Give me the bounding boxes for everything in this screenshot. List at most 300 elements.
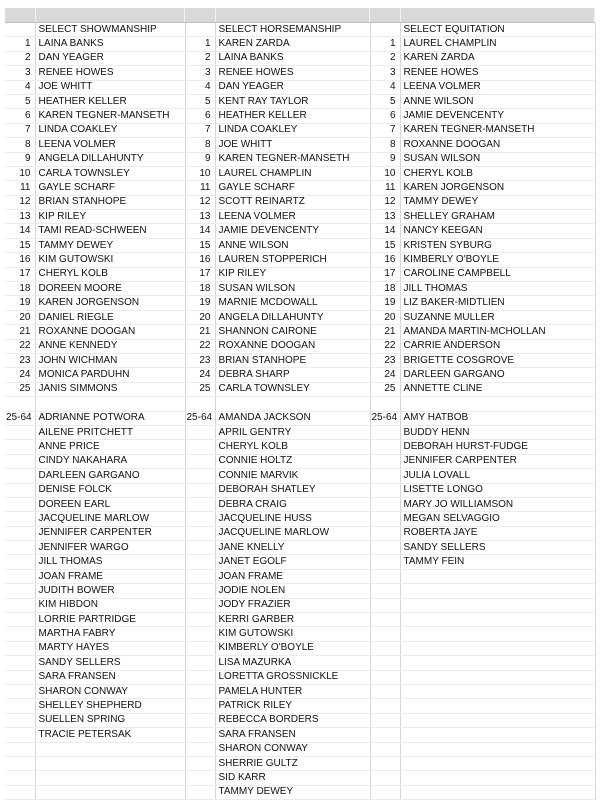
competitor-name[interactable]: DOREEN EARL	[35, 497, 185, 511]
cell[interactable]	[370, 756, 400, 770]
rank-number[interactable]: 1	[370, 37, 400, 51]
competitor-name[interactable]: JOE WHITT	[215, 138, 370, 152]
competitor-name[interactable]: JILL THOMAS	[35, 555, 185, 569]
competitor-name[interactable]: JOE WHITT	[35, 80, 185, 94]
competitor-name[interactable]: LAINA BANKS	[215, 51, 370, 65]
rank-number[interactable]: 21	[5, 325, 35, 339]
competitor-name[interactable]: KAREN JORGENSON	[400, 181, 595, 195]
cell[interactable]	[5, 23, 35, 37]
cell[interactable]	[5, 742, 35, 756]
rank-number[interactable]: 5	[5, 94, 35, 108]
competitor-name[interactable]: ANGELA DILLAHUNTY	[215, 310, 370, 324]
cell[interactable]	[5, 756, 35, 770]
rank-number[interactable]: 10	[5, 166, 35, 180]
competitor-name[interactable]: SHARON CONWAY	[215, 742, 370, 756]
cell[interactable]	[5, 541, 35, 555]
cell[interactable]	[185, 756, 215, 770]
competitor-name[interactable]: LINDA COAKLEY	[35, 123, 185, 137]
cell[interactable]	[215, 397, 370, 411]
rank-number[interactable]: 24	[5, 368, 35, 382]
competitor-name[interactable]: REBECCA BORDERS	[215, 713, 370, 727]
cell[interactable]	[5, 512, 35, 526]
column-title[interactable]: SELECT SHOWMANSHIP	[35, 23, 185, 37]
competitor-name[interactable]: DOREEN MOORE	[35, 282, 185, 296]
rank-number[interactable]: 3	[5, 66, 35, 80]
competitor-name[interactable]: DEBORAH HURST-FUDGE	[400, 440, 595, 454]
rank-number[interactable]: 3	[370, 66, 400, 80]
cell[interactable]	[35, 756, 185, 770]
competitor-name[interactable]: KAREN TEGNER-MANSETH	[400, 123, 595, 137]
rank-number[interactable]: 1	[185, 37, 215, 51]
competitor-name[interactable]: DARLEEN GARGANO	[400, 368, 595, 382]
column-title[interactable]: SELECT HORSEMANSHIP	[215, 23, 370, 37]
rank-number[interactable]: 18	[185, 282, 215, 296]
rank-number[interactable]: 7	[185, 123, 215, 137]
rank-number[interactable]: 7	[5, 123, 35, 137]
competitor-name[interactable]: LEENA VOLMER	[215, 210, 370, 224]
competitor-name[interactable]: JENNIFER WARGO	[35, 541, 185, 555]
competitor-name[interactable]: MARY JO WILLIAMSON	[400, 497, 595, 511]
rank-number[interactable]: 14	[5, 224, 35, 238]
cell[interactable]	[370, 728, 400, 742]
cell[interactable]	[370, 526, 400, 540]
cell[interactable]	[5, 440, 35, 454]
rank-number[interactable]: 4	[370, 80, 400, 94]
competitor-name[interactable]: CONNIE HOLTZ	[215, 454, 370, 468]
competitor-name[interactable]: MARTY HAYES	[35, 641, 185, 655]
rank-number[interactable]: 20	[370, 310, 400, 324]
cell[interactable]	[400, 598, 595, 612]
competitor-name[interactable]: KAREN TEGNER-MANSETH	[35, 109, 185, 123]
cell[interactable]	[5, 699, 35, 713]
cell[interactable]	[185, 497, 215, 511]
placing-range-label[interactable]: 25-64	[5, 411, 35, 425]
competitor-name[interactable]: TAMI READ-SCHWEEN	[35, 224, 185, 238]
cell[interactable]	[5, 569, 35, 583]
cell[interactable]	[5, 497, 35, 511]
competitor-name[interactable]: TAMMY DEWEY	[35, 238, 185, 252]
cell[interactable]	[400, 397, 595, 411]
cell[interactable]	[400, 785, 595, 799]
cell[interactable]	[185, 512, 215, 526]
competitor-name[interactable]: LAINA BANKS	[35, 37, 185, 51]
rank-number[interactable]: 4	[185, 80, 215, 94]
column-title[interactable]: SELECT EQUITATION	[400, 23, 595, 37]
rank-number[interactable]: 12	[185, 195, 215, 209]
competitor-name[interactable]: DEBORAH SHATLEY	[215, 483, 370, 497]
rank-number[interactable]: 22	[185, 339, 215, 353]
competitor-name[interactable]: KIM GUTOWSKI	[35, 253, 185, 267]
rank-number[interactable]: 17	[370, 267, 400, 281]
rank-number[interactable]: 2	[185, 51, 215, 65]
rank-number[interactable]: 20	[185, 310, 215, 324]
cell[interactable]	[185, 584, 215, 598]
cell[interactable]	[400, 627, 595, 641]
column-header[interactable]	[185, 8, 216, 22]
competitor-name[interactable]: JOAN FRAME	[215, 569, 370, 583]
competitor-name[interactable]: HEATHER KELLER	[35, 94, 185, 108]
cell[interactable]	[185, 656, 215, 670]
competitor-name[interactable]: LORETTA GROSSNICKLE	[215, 670, 370, 684]
cell[interactable]	[400, 699, 595, 713]
competitor-name[interactable]: KENT RAY TAYLOR	[215, 94, 370, 108]
cell[interactable]	[185, 483, 215, 497]
competitor-name[interactable]: KIM HIBDON	[35, 598, 185, 612]
cell[interactable]	[185, 627, 215, 641]
cell[interactable]	[5, 526, 35, 540]
competitor-name[interactable]: ANNE KENNEDY	[35, 339, 185, 353]
competitor-name[interactable]: ROXANNE DOOGAN	[400, 138, 595, 152]
cell[interactable]	[185, 569, 215, 583]
cell[interactable]	[185, 613, 215, 627]
cell[interactable]	[5, 425, 35, 439]
rank-number[interactable]: 2	[5, 51, 35, 65]
competitor-name[interactable]: PATRICK RILEY	[215, 699, 370, 713]
rank-number[interactable]: 16	[370, 253, 400, 267]
cell[interactable]	[5, 397, 35, 411]
cell[interactable]	[400, 684, 595, 698]
competitor-name[interactable]: SUZANNE MULLER	[400, 310, 595, 324]
cell[interactable]	[370, 670, 400, 684]
cell[interactable]	[400, 713, 595, 727]
competitor-name[interactable]: KAREN JORGENSON	[35, 296, 185, 310]
rank-number[interactable]: 6	[185, 109, 215, 123]
competitor-name[interactable]: NANCY KEEGAN	[400, 224, 595, 238]
rank-number[interactable]: 15	[5, 238, 35, 252]
rank-number[interactable]: 11	[5, 181, 35, 195]
cell[interactable]	[370, 699, 400, 713]
rank-number[interactable]: 23	[185, 353, 215, 367]
rank-number[interactable]: 17	[5, 267, 35, 281]
cell[interactable]	[185, 541, 215, 555]
cell[interactable]	[370, 584, 400, 598]
cell[interactable]	[370, 425, 400, 439]
competitor-name[interactable]: JANE KNELLY	[215, 541, 370, 555]
competitor-name[interactable]: GAYLE SCHARF	[35, 181, 185, 195]
competitor-name[interactable]: CHERYL KOLB	[215, 440, 370, 454]
competitor-name[interactable]: MARNIE MCDOWALL	[215, 296, 370, 310]
cell[interactable]	[370, 397, 400, 411]
competitor-name[interactable]: JACQUELINE MARLOW	[35, 512, 185, 526]
cell[interactable]	[185, 684, 215, 698]
competitor-name[interactable]: LEENA VOLMER	[400, 80, 595, 94]
cell[interactable]	[370, 569, 400, 583]
competitor-name[interactable]: SHERRIE GULTZ	[215, 756, 370, 770]
cell[interactable]	[370, 23, 400, 37]
competitor-name[interactable]: SUELLEN SPRING	[35, 713, 185, 727]
rank-number[interactable]: 6	[5, 109, 35, 123]
competitor-name[interactable]: KAREN TEGNER-MANSETH	[215, 152, 370, 166]
cell[interactable]	[5, 454, 35, 468]
rank-number[interactable]: 13	[5, 210, 35, 224]
cell[interactable]	[5, 785, 35, 799]
cell[interactable]	[185, 785, 215, 799]
cell[interactable]	[5, 656, 35, 670]
competitor-name[interactable]: DAN YEAGER	[215, 80, 370, 94]
rank-number[interactable]: 25	[370, 382, 400, 396]
competitor-name[interactable]: JODY FRAZIER	[215, 598, 370, 612]
cell[interactable]	[185, 555, 215, 569]
cell[interactable]	[370, 641, 400, 655]
competitor-name[interactable]: CAROLINE CAMPBELL	[400, 267, 595, 281]
competitor-name[interactable]: BRIGETTE COSGROVE	[400, 353, 595, 367]
cell[interactable]	[370, 656, 400, 670]
competitor-name[interactable]: DANIEL RIEGLE	[35, 310, 185, 324]
rank-number[interactable]: 1	[5, 37, 35, 51]
competitor-name[interactable]: AMY HATBOB	[400, 411, 595, 425]
cell[interactable]	[370, 555, 400, 569]
cell[interactable]	[370, 454, 400, 468]
competitor-name[interactable]: DARLEEN GARGANO	[35, 469, 185, 483]
competitor-name[interactable]: SANDY SELLERS	[35, 656, 185, 670]
rank-number[interactable]: 3	[185, 66, 215, 80]
cell[interactable]	[185, 598, 215, 612]
competitor-name[interactable]: TAMMY DEWEY	[215, 785, 370, 799]
competitor-name[interactable]: MONICA PARDUHN	[35, 368, 185, 382]
competitor-name[interactable]: KAREN ZARDA	[400, 51, 595, 65]
competitor-name[interactable]: MARTHA FABRY	[35, 627, 185, 641]
competitor-name[interactable]: JOAN FRAME	[35, 569, 185, 583]
rank-number[interactable]: 10	[370, 166, 400, 180]
cell[interactable]	[5, 684, 35, 698]
rank-number[interactable]: 12	[5, 195, 35, 209]
competitor-name[interactable]: LAUREL CHAMPLIN	[215, 166, 370, 180]
cell[interactable]	[185, 397, 215, 411]
cell[interactable]	[400, 569, 595, 583]
rank-number[interactable]: 11	[185, 181, 215, 195]
rank-number[interactable]: 25	[185, 382, 215, 396]
competitor-name[interactable]: ADRIANNE POTWORA	[35, 411, 185, 425]
cell[interactable]	[35, 397, 185, 411]
competitor-name[interactable]: TAMMY DEWEY	[400, 195, 595, 209]
cell[interactable]	[5, 670, 35, 684]
rank-number[interactable]: 13	[370, 210, 400, 224]
competitor-name[interactable]: LINDA COAKLEY	[215, 123, 370, 137]
placing-range-label[interactable]: 25-64	[185, 411, 215, 425]
cell[interactable]	[400, 728, 595, 742]
competitor-name[interactable]: KRISTEN SYBURG	[400, 238, 595, 252]
rank-number[interactable]: 25	[5, 382, 35, 396]
competitor-name[interactable]: LAUREL CHAMPLIN	[400, 37, 595, 51]
competitor-name[interactable]: JENNIFER CARPENTER	[35, 526, 185, 540]
rank-number[interactable]: 9	[5, 152, 35, 166]
competitor-name[interactable]: TAMMY FEIN	[400, 555, 595, 569]
cell[interactable]	[35, 771, 185, 785]
competitor-name[interactable]: JENNIFER CARPENTER	[400, 454, 595, 468]
competitor-name[interactable]: KIP RILEY	[35, 210, 185, 224]
competitor-name[interactable]: JOHN WICHMAN	[35, 353, 185, 367]
competitor-name[interactable]: HEATHER KELLER	[215, 109, 370, 123]
cell[interactable]	[370, 440, 400, 454]
competitor-name[interactable]: DEBRA SHARP	[215, 368, 370, 382]
column-header[interactable]	[5, 8, 36, 22]
competitor-name[interactable]: LIZ BAKER-MIDTLIEN	[400, 296, 595, 310]
rank-number[interactable]: 14	[185, 224, 215, 238]
competitor-name[interactable]: JACQUELINE HUSS	[215, 512, 370, 526]
competitor-name[interactable]: LEENA VOLMER	[35, 138, 185, 152]
cell[interactable]	[370, 742, 400, 756]
competitor-name[interactable]: CARLA TOWNSLEY	[215, 382, 370, 396]
cell[interactable]	[35, 785, 185, 799]
cell[interactable]	[185, 440, 215, 454]
competitor-name[interactable]: SHELLEY SHEPHERD	[35, 699, 185, 713]
competitor-name[interactable]: RENEE HOWES	[400, 66, 595, 80]
rank-number[interactable]: 8	[185, 138, 215, 152]
competitor-name[interactable]: KIP RILEY	[215, 267, 370, 281]
competitor-name[interactable]: CINDY NAKAHARA	[35, 454, 185, 468]
competitor-name[interactable]: SUSAN WILSON	[400, 152, 595, 166]
rank-number[interactable]: 18	[370, 282, 400, 296]
competitor-name[interactable]: ANNE PRICE	[35, 440, 185, 454]
cell[interactable]	[370, 497, 400, 511]
rank-number[interactable]: 19	[370, 296, 400, 310]
rank-number[interactable]: 21	[370, 325, 400, 339]
competitor-name[interactable]: SHANNON CAIRONE	[215, 325, 370, 339]
competitor-name[interactable]: SHARON CONWAY	[35, 684, 185, 698]
cell[interactable]	[185, 713, 215, 727]
rank-number[interactable]: 15	[370, 238, 400, 252]
cell[interactable]	[185, 469, 215, 483]
rank-number[interactable]: 16	[185, 253, 215, 267]
competitor-name[interactable]: LISA MAZURKA	[215, 656, 370, 670]
rank-number[interactable]: 4	[5, 80, 35, 94]
competitor-name[interactable]: RENEE HOWES	[215, 66, 370, 80]
competitor-name[interactable]: KIM GUTOWSKI	[215, 627, 370, 641]
cell[interactable]	[370, 785, 400, 799]
rank-number[interactable]: 11	[370, 181, 400, 195]
rank-number[interactable]: 21	[185, 325, 215, 339]
cell[interactable]	[185, 526, 215, 540]
competitor-name[interactable]: KERRI GARBER	[215, 613, 370, 627]
competitor-name[interactable]: ANNE WILSON	[215, 238, 370, 252]
competitor-name[interactable]: AMANDA JACKSON	[215, 411, 370, 425]
cell[interactable]	[370, 613, 400, 627]
rank-number[interactable]: 8	[5, 138, 35, 152]
competitor-name[interactable]: JULIA LOVALL	[400, 469, 595, 483]
competitor-name[interactable]: CARRIE ANDERSON	[400, 339, 595, 353]
cell[interactable]	[370, 541, 400, 555]
cell[interactable]	[185, 771, 215, 785]
cell[interactable]	[400, 656, 595, 670]
cell[interactable]	[5, 469, 35, 483]
competitor-name[interactable]: CARLA TOWNSLEY	[35, 166, 185, 180]
cell[interactable]	[185, 23, 215, 37]
cell[interactable]	[370, 512, 400, 526]
rank-number[interactable]: 7	[370, 123, 400, 137]
cell[interactable]	[400, 641, 595, 655]
column-header[interactable]	[36, 8, 185, 22]
rank-number[interactable]: 6	[370, 109, 400, 123]
competitor-name[interactable]: SID KARR	[215, 771, 370, 785]
rank-number[interactable]: 10	[185, 166, 215, 180]
rank-number[interactable]: 23	[370, 353, 400, 367]
competitor-name[interactable]: SARA FRANSEN	[35, 670, 185, 684]
rank-number[interactable]: 9	[370, 152, 400, 166]
competitor-name[interactable]: SARA FRANSEN	[215, 728, 370, 742]
cell[interactable]	[185, 454, 215, 468]
competitor-name[interactable]: SHELLEY GRAHAM	[400, 210, 595, 224]
rank-number[interactable]: 8	[370, 138, 400, 152]
competitor-name[interactable]: RENEE HOWES	[35, 66, 185, 80]
cell[interactable]	[185, 742, 215, 756]
rank-number[interactable]: 14	[370, 224, 400, 238]
cell[interactable]	[5, 641, 35, 655]
rank-number[interactable]: 17	[185, 267, 215, 281]
competitor-name[interactable]: ANNETTE CLINE	[400, 382, 595, 396]
cell[interactable]	[35, 742, 185, 756]
rank-number[interactable]: 18	[5, 282, 35, 296]
cell[interactable]	[185, 699, 215, 713]
rank-number[interactable]: 9	[185, 152, 215, 166]
rank-number[interactable]: 22	[370, 339, 400, 353]
cell[interactable]	[5, 584, 35, 598]
competitor-name[interactable]: GAYLE SCHARF	[215, 181, 370, 195]
rank-number[interactable]: 16	[5, 253, 35, 267]
competitor-name[interactable]: TRACIE PETERSAK	[35, 728, 185, 742]
column-header[interactable]	[401, 8, 595, 22]
competitor-name[interactable]: CHERYL KOLB	[35, 267, 185, 281]
competitor-name[interactable]: JANET EGOLF	[215, 555, 370, 569]
rank-number[interactable]: 24	[185, 368, 215, 382]
cell[interactable]	[185, 425, 215, 439]
cell[interactable]	[400, 771, 595, 785]
competitor-name[interactable]: BRIAN STANHOPE	[215, 353, 370, 367]
cell[interactable]	[5, 713, 35, 727]
competitor-name[interactable]: BUDDY HENN	[400, 425, 595, 439]
competitor-name[interactable]: JILL THOMAS	[400, 282, 595, 296]
rank-number[interactable]: 19	[5, 296, 35, 310]
rank-number[interactable]: 5	[370, 94, 400, 108]
competitor-name[interactable]: JANIS SIMMONS	[35, 382, 185, 396]
competitor-name[interactable]: JODIE NOLEN	[215, 584, 370, 598]
competitor-name[interactable]: JAMIE DEVENCENTY	[215, 224, 370, 238]
cell[interactable]	[5, 728, 35, 742]
cell[interactable]	[5, 627, 35, 641]
cell[interactable]	[370, 627, 400, 641]
cell[interactable]	[370, 469, 400, 483]
column-header[interactable]	[216, 8, 370, 22]
competitor-name[interactable]: AMANDA MARTIN-MCHOLLAN	[400, 325, 595, 339]
rank-number[interactable]: 2	[370, 51, 400, 65]
competitor-name[interactable]: KAREN ZARDA	[215, 37, 370, 51]
competitor-name[interactable]: BRIAN STANHOPE	[35, 195, 185, 209]
cell[interactable]	[370, 771, 400, 785]
competitor-name[interactable]: ANGELA DILLAHUNTY	[35, 152, 185, 166]
competitor-name[interactable]: LAUREN STOPPERICH	[215, 253, 370, 267]
cell[interactable]	[400, 742, 595, 756]
competitor-name[interactable]: DAN YEAGER	[35, 51, 185, 65]
column-header[interactable]	[370, 8, 401, 22]
cell[interactable]	[370, 598, 400, 612]
placing-range-label[interactable]: 25-64	[370, 411, 400, 425]
competitor-name[interactable]: ROXANNE DOOGAN	[35, 325, 185, 339]
cell[interactable]	[5, 771, 35, 785]
competitor-name[interactable]: JUDITH BOWER	[35, 584, 185, 598]
competitor-name[interactable]: KIMBERLY O'BOYLE	[400, 253, 595, 267]
cell[interactable]	[185, 728, 215, 742]
competitor-name[interactable]: DENISE FOLCK	[35, 483, 185, 497]
competitor-name[interactable]: SCOTT REINARTZ	[215, 195, 370, 209]
competitor-name[interactable]: KIMBERLY O'BOYLE	[215, 641, 370, 655]
cell[interactable]	[400, 670, 595, 684]
competitor-name[interactable]: LISETTE LONGO	[400, 483, 595, 497]
cell[interactable]	[370, 713, 400, 727]
competitor-name[interactable]: ROXANNE DOOGAN	[215, 339, 370, 353]
cell[interactable]	[185, 670, 215, 684]
cell[interactable]	[370, 684, 400, 698]
rank-number[interactable]: 20	[5, 310, 35, 324]
competitor-name[interactable]: JACQUELINE MARLOW	[215, 526, 370, 540]
